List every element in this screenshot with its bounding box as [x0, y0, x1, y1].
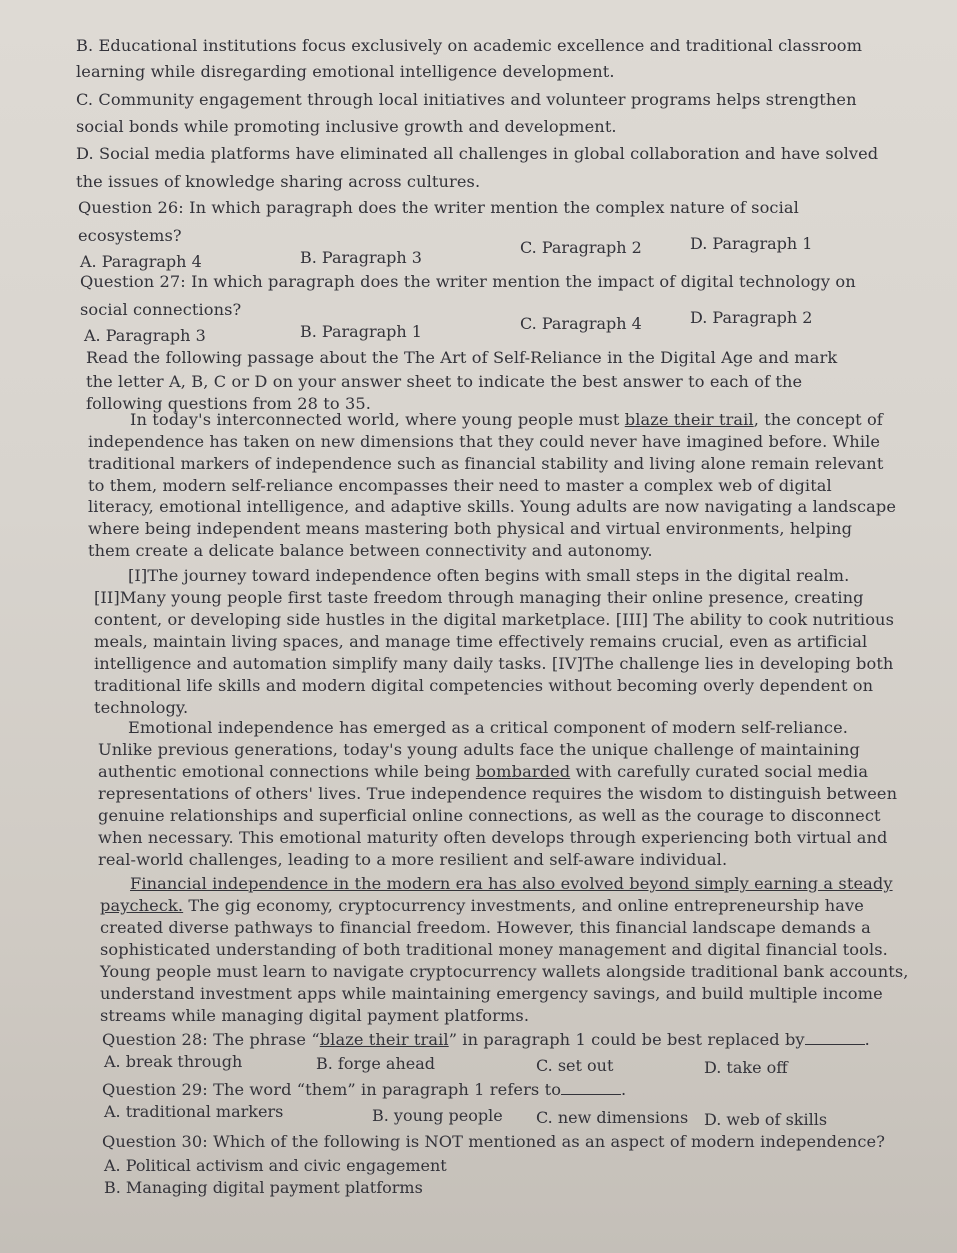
q27-option-c: C. Paragraph 4: [520, 314, 642, 333]
option-b-line: B. Educational institutions focus exclusively on academic excellence and traditional classroom: [76, 36, 863, 55]
q28-option-d: D. take off: [704, 1058, 788, 1077]
passage-paragraph-4: Financial independence in the modern era has also evolved beyond simply earning a steady: [130, 874, 893, 893]
option-d-line: D. Social media platforms have eliminated all challenges in global collaboration and have solved: [76, 144, 879, 163]
passage-paragraph-1: [130, 410, 883, 430]
question-text: .: [864, 1030, 870, 1049]
passage-line: literacy, emotional intelligence, and adaptive skills. Young adults are now navigating a landscape: [88, 497, 897, 516]
passage-paragraph-3: Emotional independence has emerged as a critical component of modern self-reliance.: [128, 718, 849, 737]
underlined-phrase: blaze their trail: [319, 1030, 449, 1049]
passage-paragraph-2: [I]The journey toward independence often begins with small steps in the digital realm.: [128, 566, 850, 585]
option-d-line: the issues of knowledge sharing across cultures.: [76, 172, 481, 191]
q28-option-b: B. forge ahead: [316, 1054, 436, 1073]
passage-text: , the concept of: [753, 410, 883, 429]
passage-line: understand investment apps while maintaining emergency savings, and build multiple income: [100, 984, 883, 1003]
q30-option-b: B. Managing digital payment platforms: [104, 1178, 423, 1197]
question-text: Question 28: The phrase “: [102, 1030, 320, 1049]
q26-option-d: D. Paragraph 1: [690, 234, 813, 253]
passage-line: real-world challenges, leading to a more resilient and self-aware individual.: [98, 850, 728, 869]
question-29-text: [102, 1080, 626, 1100]
q29-option-b: B. young people: [372, 1106, 503, 1125]
option-c-line: social bonds while promoting inclusive growth and development.: [76, 117, 617, 136]
passage-line: [98, 762, 868, 782]
answer-blank: [805, 1030, 865, 1045]
question-text: Question 29: The word “them” in paragraph 1 refers to: [102, 1080, 562, 1099]
question-text: ” in paragraph 1 could be best replaced by: [448, 1030, 805, 1049]
passage-line: created diverse pathways to financial freedom. However, this financial landscape demands a: [100, 918, 871, 937]
passage-line: traditional life skills and modern digital competencies without becoming overly dependent on: [94, 676, 874, 695]
question-26-text: ecosystems?: [78, 226, 182, 245]
passage-text: authentic emotional connections while being: [98, 762, 476, 781]
q27-option-d: D. Paragraph 2: [690, 308, 813, 327]
passage-line: content, or developing side hustles in the digital marketplace. [III] The ability to cook nutritious: [94, 610, 894, 629]
question-text: .: [621, 1080, 627, 1099]
underlined-phrase: blaze their trail: [624, 410, 754, 429]
passage-line: to them, modern self-reliance encompasses their need to master a complex web of digital: [88, 476, 832, 495]
instructions-text: the letter A, B, C or D on your answer sheet to indicate the best answer to each of the: [86, 372, 803, 391]
passage-line: Unlike previous generations, today's young adults face the unique challenge of maintaining: [98, 740, 860, 759]
passage-text: with carefully curated social media: [570, 762, 869, 781]
question-26-text: Question 26: In which paragraph does the writer mention the complex nature of social: [78, 198, 799, 217]
passage-line: representations of others' lives. True independence requires the wisdom to distinguish between: [98, 784, 898, 803]
question-27-text: social connections?: [80, 300, 242, 319]
option-b-line: learning while disregarding emotional intelligence development.: [76, 62, 615, 81]
q28-option-a: A. break through: [104, 1052, 243, 1071]
q29-option-c: C. new dimensions: [536, 1108, 689, 1127]
question-27-text: Question 27: In which paragraph does the writer mention the impact of digital technology on: [80, 272, 856, 291]
answer-blank: [561, 1080, 621, 1095]
passage-line: genuine relationships and superficial online connections, as well as the courage to disconnect: [98, 806, 881, 825]
passage-line: where being independent means mastering both physical and virtual environments, helping: [88, 519, 853, 538]
passage-text: The gig economy, cryptocurrency investments, and online entrepreneurship have: [183, 896, 864, 915]
question-28-text: [102, 1030, 870, 1050]
q30-option-a: A. Political activism and civic engagement: [104, 1156, 447, 1175]
passage-line: intelligence and automation simplify many daily tasks. [IV]The challenge lies in developing both: [94, 654, 894, 673]
q29-option-a: A. traditional markers: [104, 1102, 284, 1121]
q26-option-c: C. Paragraph 2: [520, 238, 642, 257]
passage-line: independence has taken on new dimensions that they could never have imagined before. While: [88, 432, 881, 451]
q28-option-c: C. set out: [536, 1056, 614, 1075]
passage-line: [100, 896, 864, 916]
passage-line: meals, maintain living spaces, and manage time effectively remains crucial, even as artificial: [94, 632, 868, 651]
passage-text: In today's interconnected world, where young people must: [130, 410, 625, 429]
instructions-text: Read the following passage about the The Art of Self-Reliance in the Digital Age and mark: [86, 348, 838, 367]
q29-option-d: D. web of skills: [704, 1110, 828, 1129]
question-30-text: Question 30: Which of the following is NOT mentioned as an aspect of modern independence?: [102, 1132, 885, 1151]
passage-line: sophisticated understanding of both traditional money management and digital financial tools.: [100, 940, 888, 959]
q27-option-a: A. Paragraph 3: [84, 326, 206, 345]
passage-line: when necessary. This emotional maturity often develops through experiencing both virtual and: [98, 828, 888, 847]
q27-option-b: B. Paragraph 1: [300, 322, 422, 341]
passage-line: technology.: [94, 698, 189, 717]
option-c-line: C. Community engagement through local initiatives and volunteer programs helps strengthen: [76, 90, 857, 109]
passage-line: traditional markers of independence such as financial stability and living alone remain relevant: [88, 454, 884, 473]
passage-line: streams while managing digital payment platforms.: [100, 1006, 530, 1025]
instructions-text: following questions from 28 to 35.: [86, 394, 372, 413]
q26-option-b: B. Paragraph 3: [300, 248, 422, 267]
passage-line: them create a delicate balance between connectivity and autonomy.: [88, 541, 653, 560]
q26-option-a: A. Paragraph 4: [80, 252, 202, 271]
underlined-word: paycheck.: [100, 896, 184, 915]
underlined-word: bombarded: [475, 762, 571, 781]
passage-line: Young people must learn to navigate cryptocurrency wallets alongside traditional bank accounts,: [100, 962, 909, 981]
passage-line: [II]Many young people first taste freedom through managing their online presence, creating: [94, 588, 864, 607]
